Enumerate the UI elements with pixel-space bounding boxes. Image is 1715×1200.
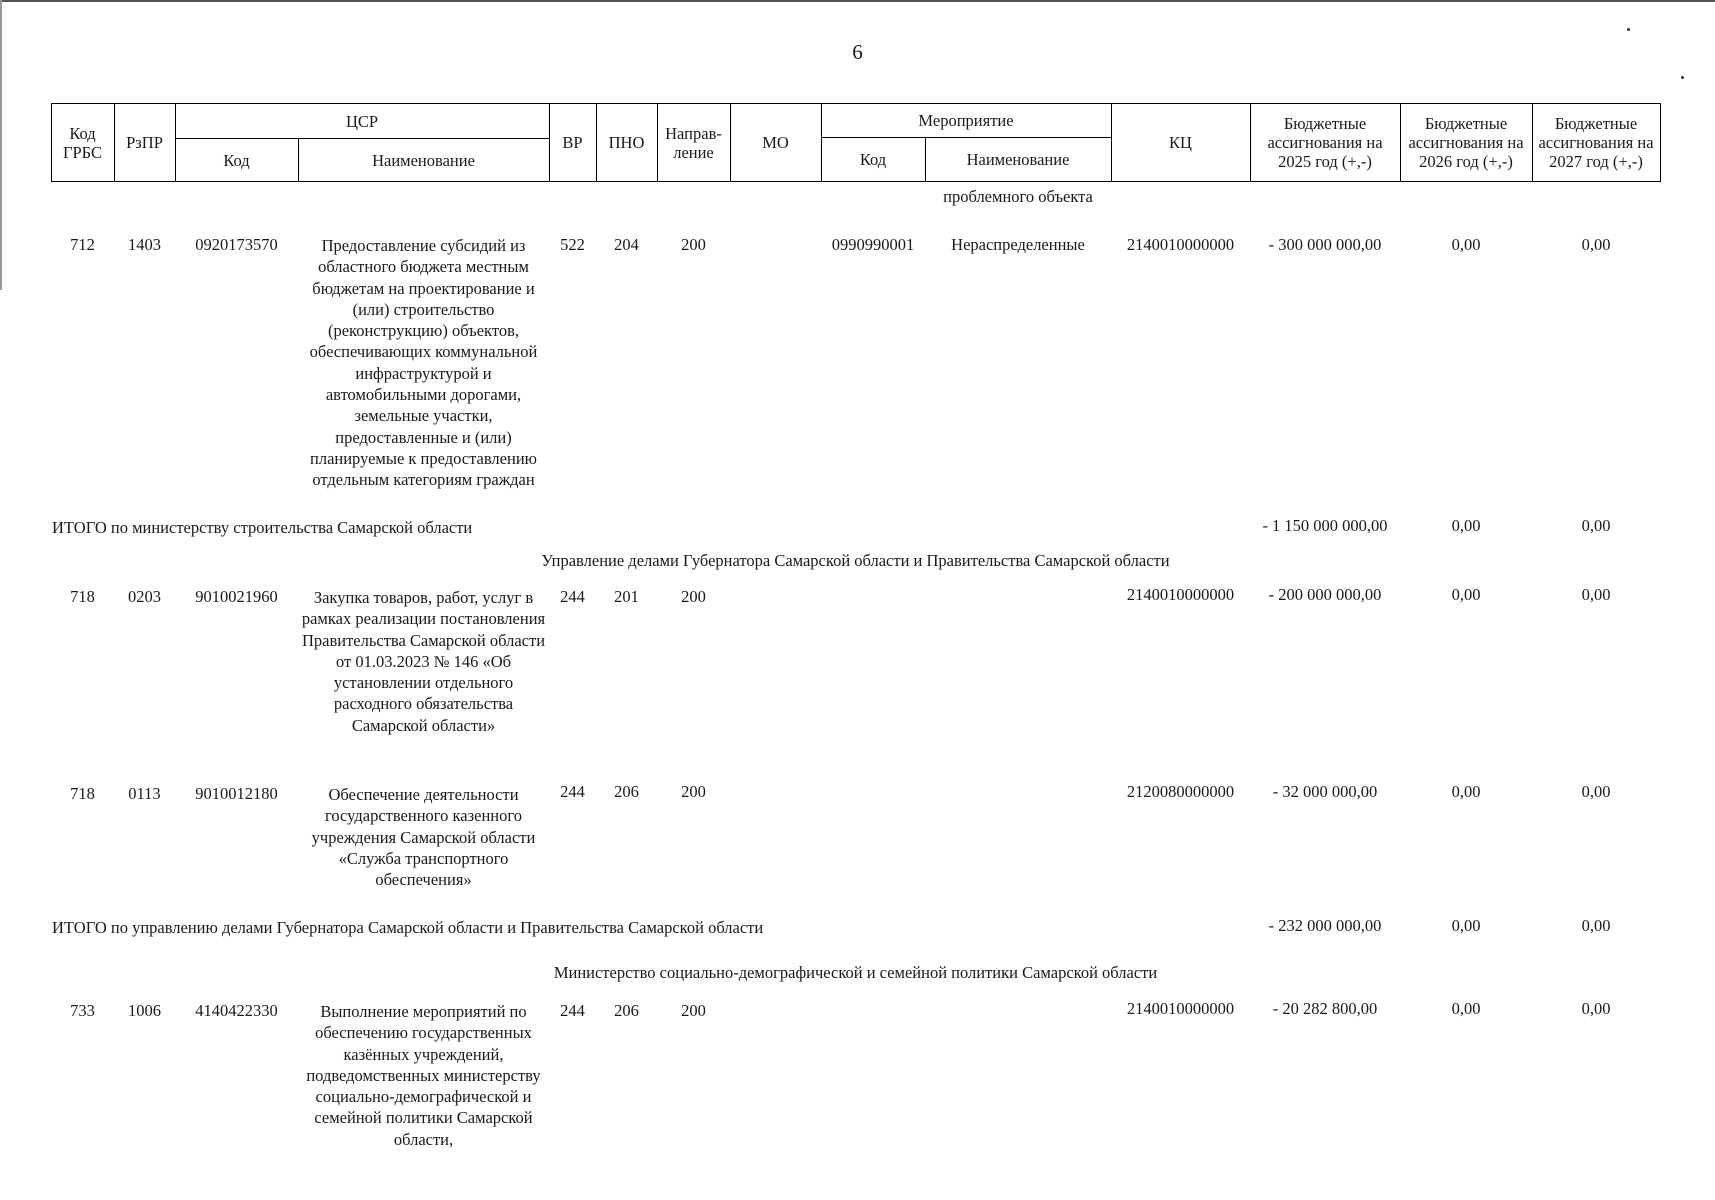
cell-grbs: 733 <box>70 1001 95 1020</box>
cell-kc: 2120080000000 <box>1126 782 1235 801</box>
cell-pno: 204 <box>614 235 639 254</box>
header-b2027: Бюджетные ассигнования на 2027 год (+,-) <box>1538 114 1654 171</box>
total-b2026: 0,00 <box>1451 916 1481 935</box>
header-pno: ПНО <box>608 133 645 152</box>
cell-b2026: 0,00 <box>1451 999 1481 1018</box>
cell-name: Обеспечение деятельности государственного казенного учреждения Самарской области «Служба транспортного обеспечения» <box>311 785 536 890</box>
header-b2026: Бюджетные ассигнования на 2026 год (+,-) <box>1408 114 1524 171</box>
header-csr-name: Наименование <box>372 150 475 170</box>
cell-napr: 200 <box>681 1001 706 1020</box>
header-mo: МО <box>762 133 789 152</box>
cell-b2025: - 300 000 000,00 <box>1268 235 1382 254</box>
cell-csr: 4140422330 <box>195 1001 278 1020</box>
total-b2027: 0,00 <box>1581 916 1611 935</box>
header-mer-kod: Код <box>859 150 887 169</box>
cell-pno: 206 <box>614 1001 639 1020</box>
header-b2025: Бюджетные ассигнования на 2025 год (+,-) <box>1267 114 1383 171</box>
cell-name: Выполнение мероприятий по обеспечению государственных казённых учреждений, подведомственных министерству социально-демографической и семейной политики Самарской области, <box>306 1002 541 1149</box>
cell-b2025: - 200 000 000,00 <box>1268 585 1382 604</box>
cell-kc: 2140010000000 <box>1126 585 1235 604</box>
cell-name: Предоставление субсидий из областного бюджета местным бюджетам на проектирование и (или) строительство (реконструкцию) объектов, обеспечивающих коммунальной инфраструктурой и автомобильными дорогами, земельные участки, предоставленные и (или) планируемые к предоставлению отдельным категориям граждан <box>309 236 538 490</box>
scan-speck <box>1627 28 1630 31</box>
cell-b2027: 0,00 <box>1581 585 1611 604</box>
cell-b2025: - 32 000 000,00 <box>1272 782 1378 801</box>
total-b2027: 0,00 <box>1581 516 1611 535</box>
cell-rzpr: 1006 <box>128 1001 161 1020</box>
cell-napr: 200 <box>681 587 706 606</box>
col-border <box>1532 103 1533 182</box>
scan-speck <box>1681 76 1684 79</box>
section-heading: Управление делами Губернатора Самарской области и Правительства Самарской области <box>541 551 1170 570</box>
cell-vr: 244 <box>560 587 585 606</box>
header-napr: Направ-ление <box>665 123 722 162</box>
cell-csr: 9010012180 <box>195 784 278 803</box>
cell-napr: 200 <box>681 235 706 254</box>
cell-name: Закупка товаров, работ, услуг в рамках реализации постановления Правительства Самарской области от 01.03.2023 № 146 «Об установлении отдельного расходного обязательства Самарской области» <box>301 588 546 735</box>
cell-rzpr: 0113 <box>128 784 161 803</box>
cell-grbs: 718 <box>70 784 95 803</box>
header-mer-name: Наименование <box>966 150 1070 169</box>
cell-rzpr: 1403 <box>128 235 161 254</box>
col-border <box>1250 103 1251 182</box>
cell-mer-name: Нераспределенные <box>951 235 1085 254</box>
cell-pno: 206 <box>614 782 639 801</box>
continuation-text: проблемного объекта <box>943 187 1093 206</box>
cell-b2026: 0,00 <box>1451 235 1481 254</box>
header-meropriyatie: Мероприятие <box>918 111 1014 130</box>
cell-napr: 200 <box>681 782 706 801</box>
cell-kc: 2140010000000 <box>1126 999 1235 1018</box>
header-kc: КЦ <box>1169 133 1192 152</box>
col-border <box>1400 103 1401 182</box>
header-vr: ВР <box>562 133 583 152</box>
cell-b2026: 0,00 <box>1451 585 1481 604</box>
section-heading: Министерство социально-демографической и семейной политики Самарской области <box>553 963 1158 982</box>
cell-kc: 2140010000000 <box>1126 235 1235 254</box>
total-label: ИТОГО по министерству строительства Самарской области <box>52 518 473 537</box>
header-bottom-border <box>51 181 1660 182</box>
cell-grbs: 712 <box>70 235 95 254</box>
cell-b2027: 0,00 <box>1581 999 1611 1018</box>
cell-b2027: 0,00 <box>1581 782 1611 801</box>
col-border <box>657 103 658 182</box>
cell-mer-kod: 0990990001 <box>831 235 915 254</box>
cell-b2026: 0,00 <box>1451 782 1481 801</box>
scan-edge-top <box>0 0 1715 2</box>
header-csr-kod: Код <box>223 150 250 170</box>
page-number: 6 <box>852 40 863 64</box>
cell-vr: 522 <box>560 235 585 254</box>
cell-grbs: 718 <box>70 587 95 606</box>
cell-b2027: 0,00 <box>1581 235 1611 254</box>
total-b2025: - 1 150 000 000,00 <box>1262 516 1388 535</box>
total-b2025: - 232 000 000,00 <box>1268 916 1382 935</box>
cell-csr: 0920173570 <box>195 235 278 254</box>
cell-vr: 244 <box>560 782 585 801</box>
total-b2026: 0,00 <box>1451 516 1481 535</box>
header-rzpr: РзПР <box>126 133 163 152</box>
total-label: ИТОГО по управлению делами Губернатора Самарской области и Правительства Самарской области <box>52 918 764 937</box>
cell-rzpr: 0203 <box>128 587 161 606</box>
cell-b2025: - 20 282 800,00 <box>1272 999 1378 1018</box>
cell-pno: 201 <box>614 587 639 606</box>
col-border <box>1660 103 1661 182</box>
header-csr: ЦСР <box>345 111 379 131</box>
cell-vr: 244 <box>560 1001 585 1020</box>
cell-csr: 9010021960 <box>195 587 278 606</box>
header-kod-grbs: Код ГРБС <box>62 123 103 162</box>
